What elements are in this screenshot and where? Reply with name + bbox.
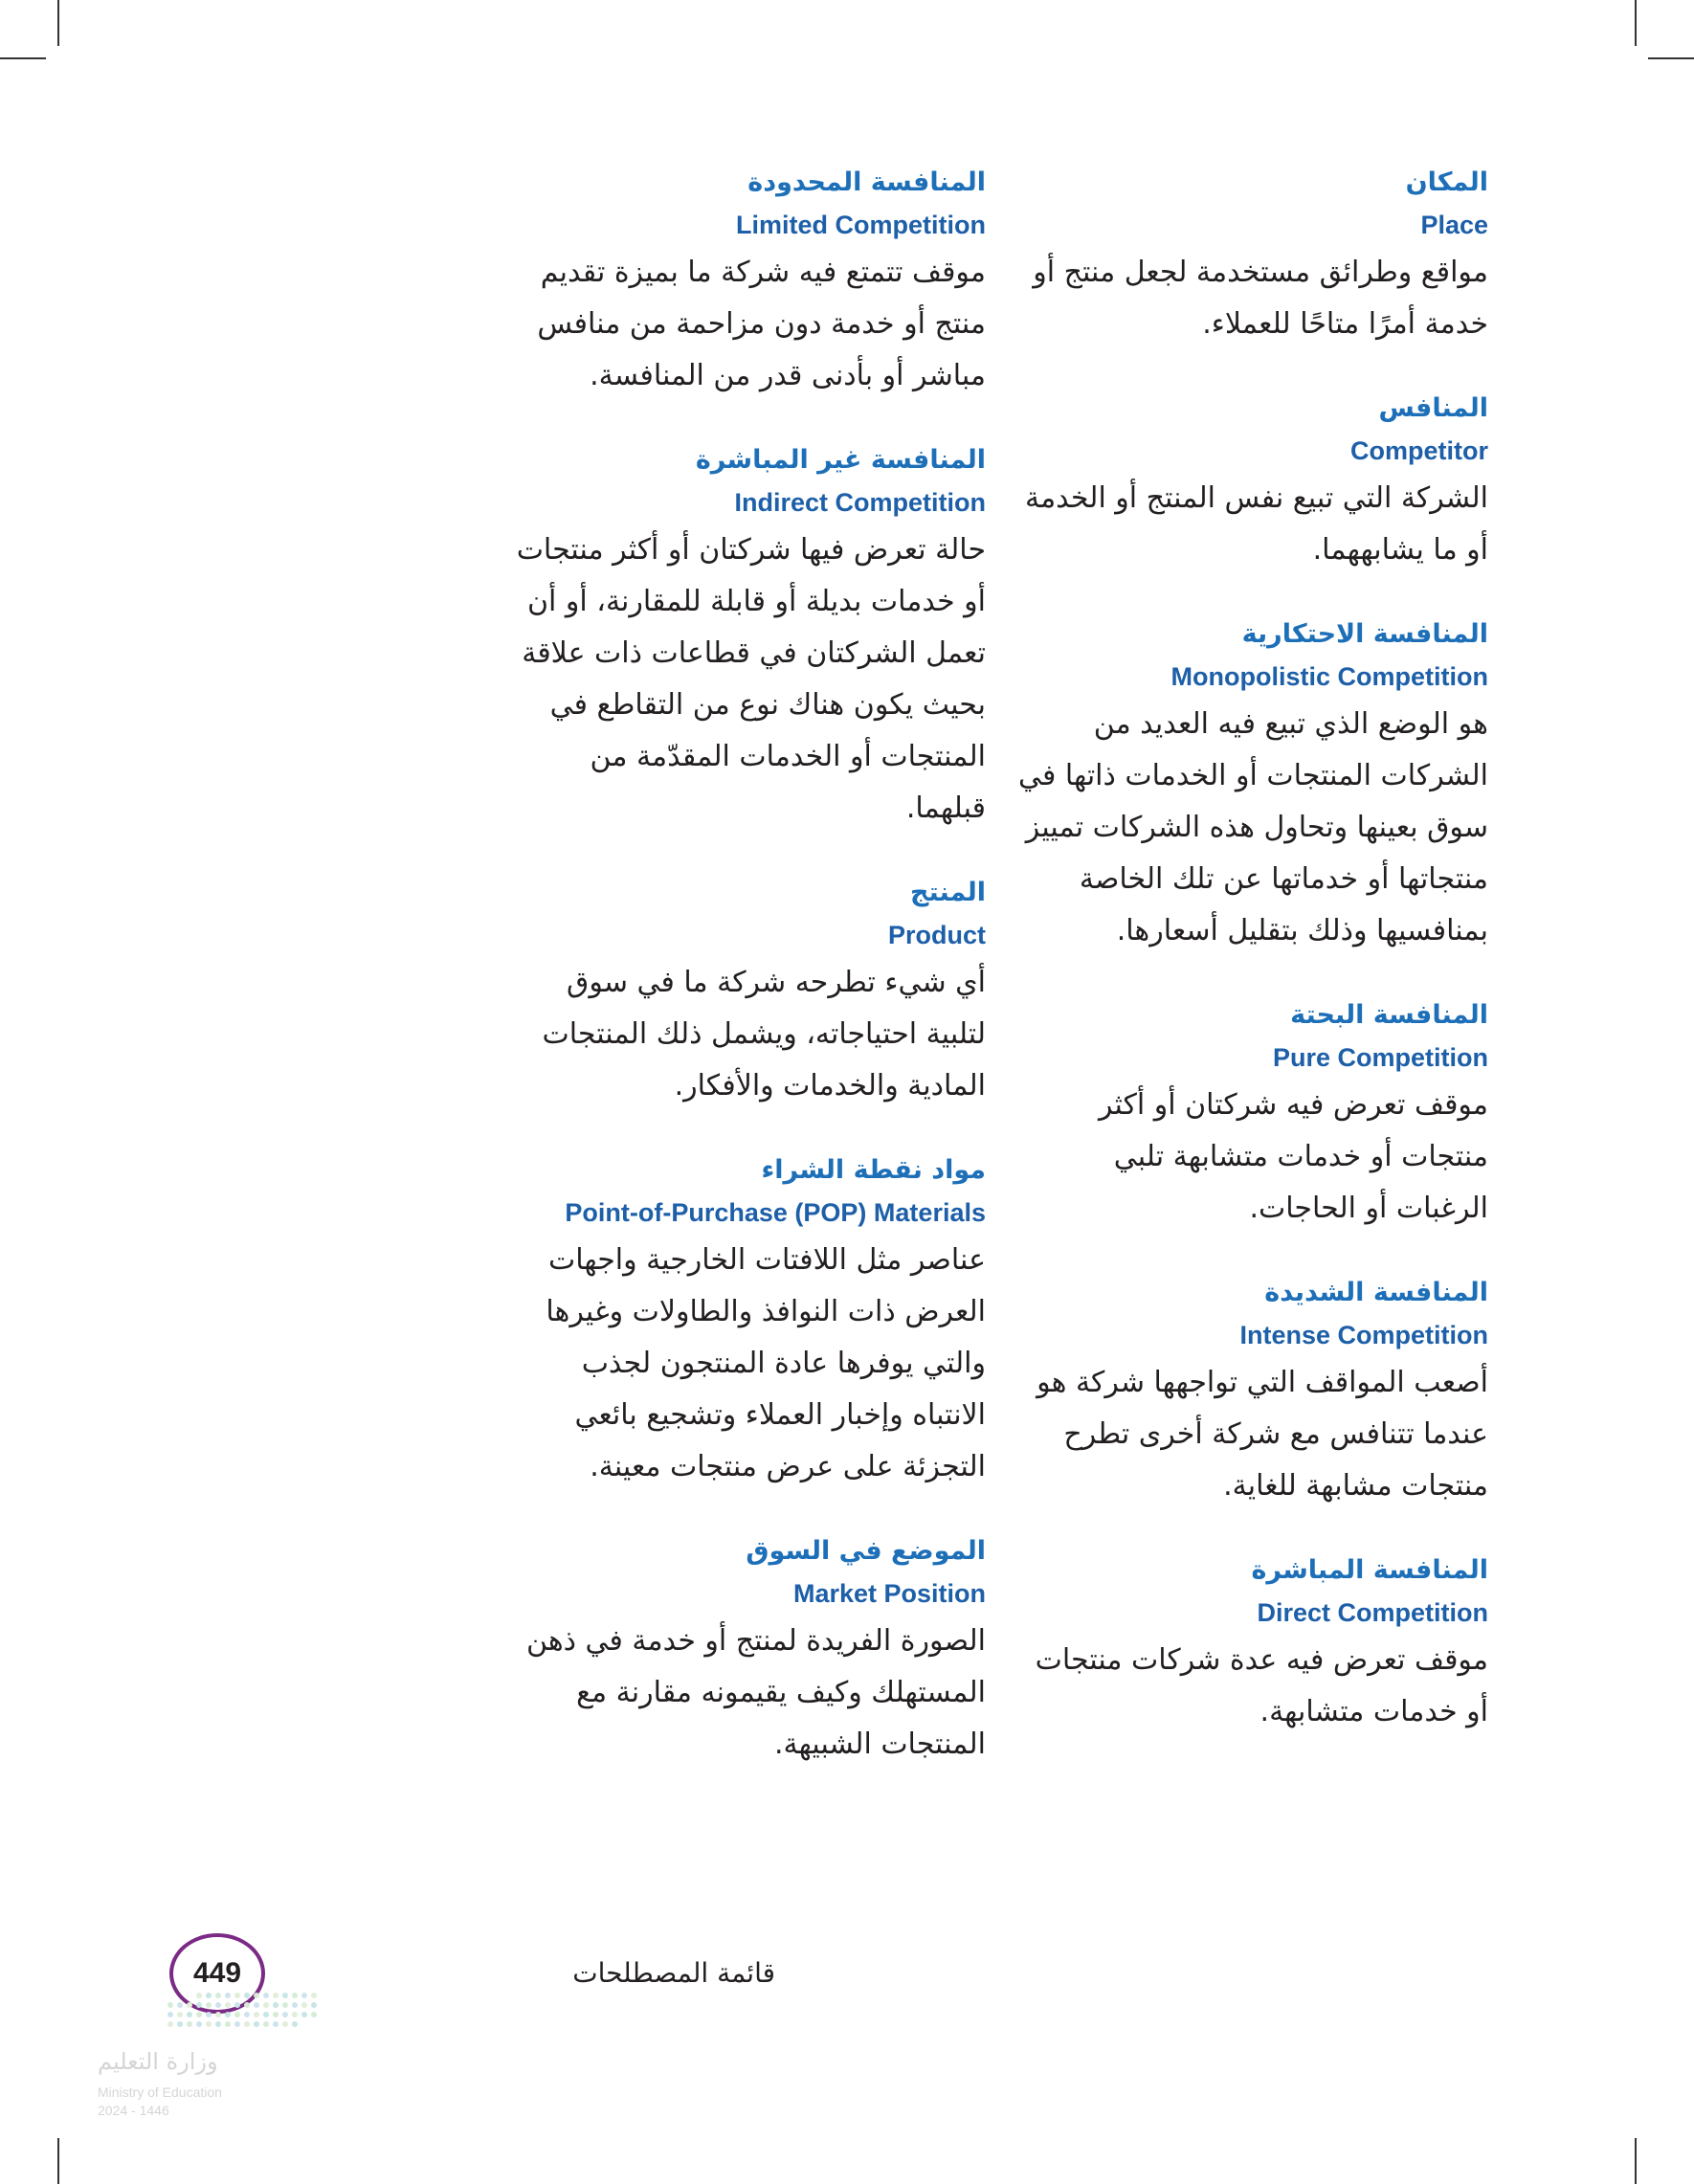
term-arabic: مواد نقطة الشراء (761, 1155, 986, 1185)
logo-dot (225, 1993, 231, 1998)
glossary-entry (1014, 995, 1488, 1235)
logo-dot (206, 2002, 212, 2008)
logo-dot (234, 2002, 240, 2008)
logo-dot (254, 2021, 259, 2027)
logo-dot (263, 2002, 269, 2008)
logo-dot (234, 2021, 240, 2027)
crop-mark (1648, 57, 1694, 59)
term-definition: أي شيء تطرحه شركة ما في سوق لتلبية احتياجاته، ويشمل ذلك المنتجات المادية والخدمات والأفكار. (542, 966, 986, 1103)
logo-dot (282, 2002, 288, 2008)
logo-dot (177, 2002, 183, 2008)
glossary-entry (507, 440, 986, 835)
term-definition: حالة تعرض فيها شركتان أو أكثر منتجات أو خدمات بديلة أو قابلة للمقارنة، أو أن تعمل الشركتان في قطاعات ذات علاقة بحيث يكون هناك نوع من التقاطع في المنتجات أو الخدمات المقدّمة من قبلهما. (516, 533, 986, 825)
glossary-entry (507, 873, 986, 1112)
term-english: Product (887, 921, 986, 949)
logo-dot (263, 1993, 269, 1998)
glossary-entry (1014, 163, 1488, 350)
logo-dot (311, 2012, 317, 2017)
logo-dot (292, 1993, 298, 1998)
logo-dot (301, 1993, 307, 1998)
logo-dot (244, 2002, 250, 2008)
logo-dot (254, 2012, 259, 2017)
term-definition: موقف تعرض فيه شركتان أو أكثر منتجات أو خدمات متشابهة تلبي الرغبات أو الحاجات. (1098, 1088, 1488, 1225)
logo-dot (273, 1993, 279, 1998)
glossary-entry (1014, 1550, 1488, 1738)
logo-dot (263, 2012, 269, 2017)
logo-dot (177, 2021, 183, 2027)
logo-dot (187, 2012, 192, 2017)
logo-dot (215, 2012, 221, 2017)
term-english: Monopolistic Competition (1170, 662, 1488, 691)
logo-dot (292, 2012, 298, 2017)
logo-dot (301, 2002, 307, 2008)
term-definition: أصعب المواقف التي تواجهها شركة هو عندما تتنافس مع شركة أخرى تطرح منتجات مشابهة للغاية. (1036, 1366, 1488, 1503)
term-arabic: المنافسة المباشرة (1251, 1555, 1488, 1585)
term-english: Intense Competition (1239, 1321, 1488, 1349)
logo-dot (244, 2012, 250, 2017)
logo-dot (234, 2012, 240, 2017)
logo-dot (254, 1993, 259, 1998)
term-definition: هو الوضع الذي تبيع فيه العديد من الشركات المنتجات أو الخدمات ذاتها في سوق بعينها وتحاول هذه الشركات تمييز منتجاتها أو خدماتها عن تلك الخاصة بمنافسيها وذلك بتقليل أسعارها. (1017, 707, 1488, 947)
term-english: Pure Competition (1272, 1043, 1488, 1072)
logo-dot (301, 2012, 307, 2017)
logo-dot (196, 1993, 202, 1998)
ministry-logo (96, 1986, 325, 2129)
glossary-entry (507, 1531, 986, 1771)
logo-dot (311, 1993, 317, 1998)
logo-dot (167, 2002, 173, 2008)
term-english: Place (1420, 211, 1488, 239)
crop-mark (57, 0, 59, 46)
logo-dot (311, 2002, 317, 2008)
logo-dot (225, 2021, 231, 2027)
ministry-name-arabic: وزارة التعليم (98, 2048, 218, 2075)
logo-dot (167, 2021, 173, 2027)
crop-mark (1635, 0, 1637, 46)
logo-dot (215, 1993, 221, 1998)
term-english: Competitor (1350, 436, 1488, 465)
logo-dot (225, 2012, 231, 2017)
logo-dot (167, 2012, 173, 2017)
logo-dot (196, 2012, 202, 2017)
logo-dot (215, 2002, 221, 2008)
logo-dot (225, 2002, 231, 2008)
logo-dot (215, 2021, 221, 2027)
term-arabic: الموضع في السوق (746, 1536, 986, 1566)
glossary-column-right (1014, 163, 1488, 1776)
logo-dot (273, 2012, 279, 2017)
term-arabic: المنافسة غير المباشرة (695, 445, 986, 475)
glossary-entry (1014, 1273, 1488, 1512)
term-definition: موقف تعرض فيه عدة شركات منتجات أو خدمات متشابهة. (1035, 1643, 1488, 1728)
logo-dot (273, 2021, 279, 2027)
logo-dot (177, 2012, 183, 2017)
logo-dot (273, 2002, 279, 2008)
logo-dot (282, 2012, 288, 2017)
term-definition: مواقع وطرائق مستخدمة لجعل منتج أو خدمة أمرًا متاحًا للعملاء. (1033, 256, 1488, 341)
logo-dot (263, 2021, 269, 2027)
logo-dot (187, 2021, 192, 2027)
crop-mark (1635, 2138, 1637, 2184)
logo-dot (244, 1993, 250, 1998)
term-english: Market Position (792, 1579, 986, 1608)
logo-dot (196, 2002, 202, 2008)
logo-dots-icon (96, 1986, 325, 2043)
term-definition: عناصر مثل اللافتات الخارجية واجهات العرض ذات النوافذ والطاولات وغيرها والتي يوفرها عادة المنتجون لجذب الانتباه وإخبار العملاء وتشجيع بائعي التجزئة على عرض منتجات معينة. (546, 1243, 986, 1483)
logo-dot (292, 2021, 298, 2027)
logo-dot (292, 2002, 298, 2008)
term-english: Limited Competition (736, 211, 986, 239)
term-english: Indirect Competition (734, 488, 986, 517)
page-number-badge: 449 (169, 1933, 265, 2014)
term-arabic: المنتج (910, 878, 986, 907)
logo-dot (234, 1993, 240, 1998)
ministry-year: 2024 - 1446 (98, 2103, 169, 2118)
logo-dot (254, 2002, 259, 2008)
term-arabic: المنافسة المحدودة (747, 167, 986, 197)
glossary-column-left (507, 163, 986, 1809)
logo-dot (244, 2021, 250, 2027)
logo-dot (282, 2021, 288, 2027)
logo-dot (187, 2002, 192, 2008)
glossary-entry (507, 1150, 986, 1493)
term-definition: الشركة التي تبيع نفس المنتج أو الخدمة أو ما يشابههما. (1025, 481, 1488, 567)
logo-dot (206, 2021, 212, 2027)
ministry-name-english: Ministry of Education (98, 2084, 222, 2100)
logo-dot (282, 1993, 288, 1998)
term-english: Point-of-Purchase (POP) Materials (565, 1198, 986, 1227)
term-definition: موقف تتمتع فيه شركة ما بميزة تقديم منتج أو خدمة دون مزاحمة من منافس مباشر أو بأدنى قدر من المنافسة. (537, 256, 986, 392)
glossary-entry (507, 163, 986, 402)
logo-dot (196, 2021, 202, 2027)
term-arabic: المنافسة البحتة (1290, 1000, 1488, 1030)
term-arabic: المنافس (1378, 393, 1488, 423)
term-arabic: المنافسة الاحتكارية (1241, 619, 1488, 649)
term-english: Direct Competition (1257, 1598, 1488, 1627)
term-arabic: المكان (1405, 167, 1488, 197)
glossary-entry (1014, 389, 1488, 576)
term-definition: الصورة الفريدة لمنتج أو خدمة في ذهن المستهلك وكيف يقيمونه مقارنة مع المنتجات الشبيهة. (525, 1624, 986, 1761)
section-title: قائمة المصطلحات (572, 1957, 775, 1989)
glossary-entry (1014, 614, 1488, 957)
logo-dot (206, 1993, 212, 1998)
logo-dot (206, 2012, 212, 2017)
crop-mark (0, 57, 46, 59)
crop-mark (57, 2138, 59, 2184)
term-arabic: المنافسة الشديدة (1264, 1278, 1488, 1307)
